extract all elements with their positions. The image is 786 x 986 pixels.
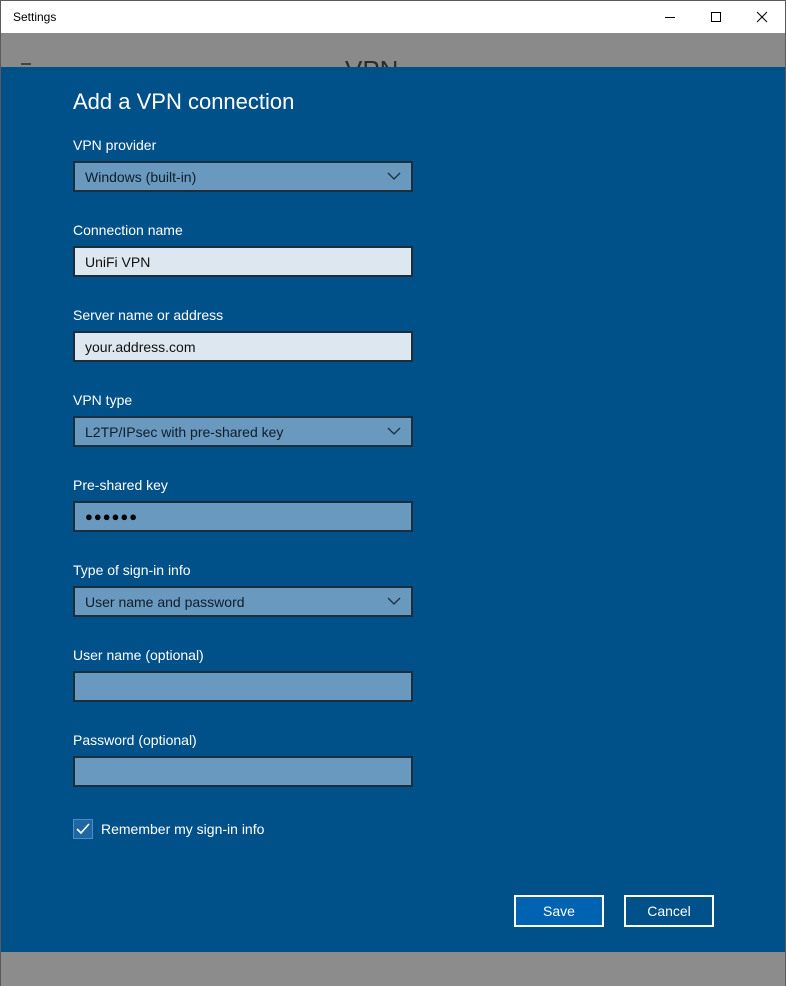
chevron-down-icon	[387, 426, 401, 436]
close-icon	[756, 11, 768, 23]
add-vpn-dialog	[1, 67, 785, 952]
connection-name-input[interactable]	[73, 246, 413, 277]
server-address-value: your.address.com	[85, 338, 196, 355]
password-label: Password (optional)	[73, 732, 197, 748]
title-bar	[1, 1, 785, 33]
psk-masked-value: ●●●●●●	[85, 509, 139, 524]
maximize-icon	[710, 11, 722, 23]
server-address-input[interactable]	[73, 331, 413, 362]
remember-signin-checkbox[interactable]	[73, 819, 93, 839]
password-input[interactable]	[73, 756, 413, 787]
background-bottom	[1, 952, 785, 986]
close-button[interactable]	[739, 1, 785, 33]
background-settings-page	[1, 33, 785, 67]
chevron-down-icon	[387, 596, 401, 606]
psk-label: Pre-shared key	[73, 477, 168, 493]
window-title: Settings	[13, 10, 57, 24]
vpn-provider-dropdown[interactable]	[73, 161, 413, 192]
save-button[interactable]: Save	[514, 895, 604, 927]
connection-name-value: UniFi VPN	[85, 253, 151, 270]
remember-signin-label: Remember my sign-in info	[101, 821, 265, 837]
connection-name-label: Connection name	[73, 222, 183, 238]
chevron-down-icon	[387, 171, 401, 181]
username-label: User name (optional)	[73, 647, 204, 663]
signin-type-dropdown[interactable]	[73, 586, 413, 617]
remember-signin-row[interactable]	[73, 819, 264, 839]
signin-type-label: Type of sign-in info	[73, 562, 191, 578]
psk-input[interactable]	[73, 501, 413, 532]
server-address-label: Server name or address	[73, 307, 224, 323]
cancel-button[interactable]: Cancel	[624, 895, 714, 927]
username-input[interactable]	[73, 671, 413, 702]
vpn-provider-label: VPN provider	[73, 137, 157, 153]
dialog-title: Add a VPN connection	[73, 89, 295, 114]
vpn-type-value: L2TP/IPsec with pre-shared key	[85, 423, 284, 440]
signin-type-value: User name and password	[85, 593, 245, 610]
vpn-type-label: VPN type	[73, 392, 133, 408]
maximize-button[interactable]	[693, 1, 739, 33]
minimize-icon	[664, 11, 676, 23]
minimize-button[interactable]	[647, 1, 693, 33]
checkmark-icon	[76, 823, 90, 835]
vpn-type-dropdown[interactable]	[73, 416, 413, 447]
vpn-provider-value: Windows (built-in)	[85, 168, 197, 185]
